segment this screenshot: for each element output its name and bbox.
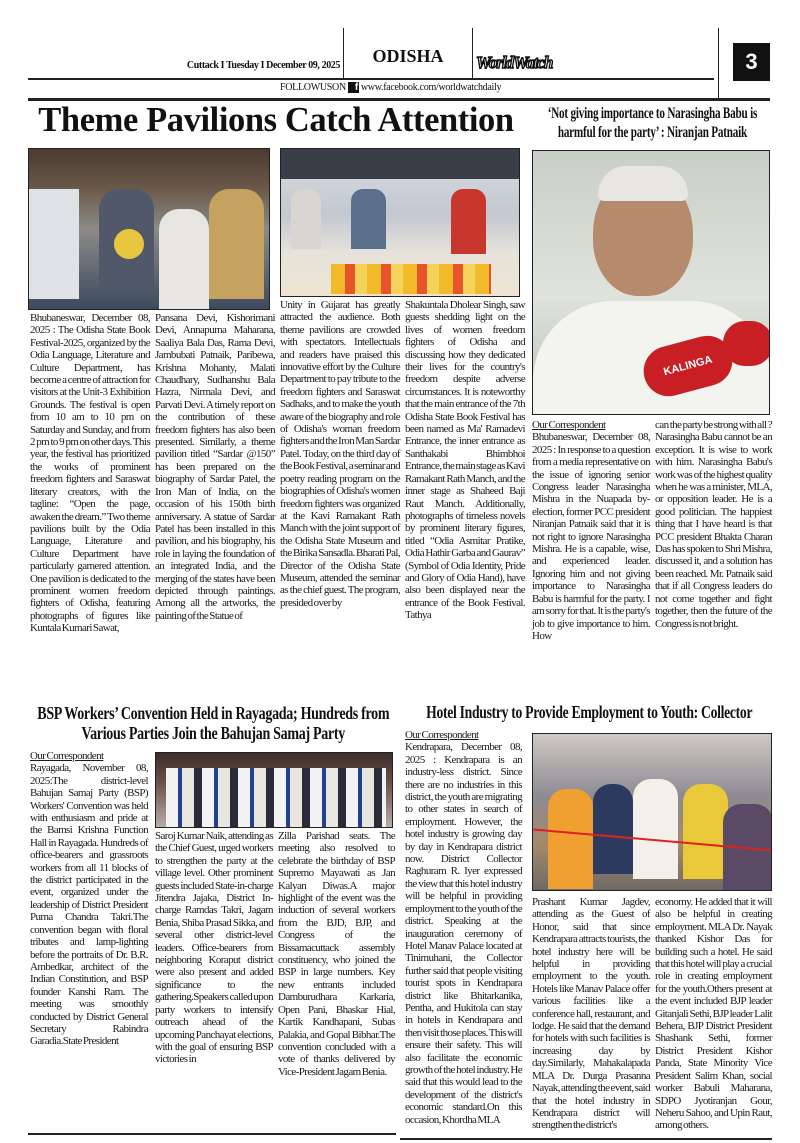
article-theme-col4: Shakuntala Dholear Singh, saw guests shedding light on the lives of women freedom fighters of Odisha and discussing how they dedicated their lives for the country's freedom despite adverse circumstances. It is noteworthy that the main entrance of the 7th Odisha State Book Festival has been named as Ma' Ramadevi Entrance, the inner entrance as Santhakabi Bhimbhoi Entrance, the main stage as Kavi Ramakant Rath Manch, and the inner stage as Shaheed Baji Raut Manch. Additionally, photographs of timeless novels by prominent literary figures, titled “Odia Asmitar Pratike, Odia Hathir Garba and Gaurav” (Symbol of Odia Identity, Pride and Glory of Odia Hand), have also been displayed near the entrance of the Book Festival. Tathya	[405, 299, 525, 622]
byline: Our Correspondent	[532, 419, 606, 431]
headline-theme: Theme Pavilions Catch Attention	[38, 101, 514, 139]
headline-patnaik: ‘Not giving importance to Narasingha Babu is harmful for the party’ : Niranjan Patnaik	[547, 105, 758, 141]
article-bsp-col1	[30, 750, 148, 1048]
article-theme-col1: Bhubaneswar, December 08, 2025 : The Odisha State Book Festival-2025, organized by the Odia Language, Literature and Culture Department, has become a centre of attraction for visitors at the Unit-3 Exhibition Grounds. The festival is open from 10 am to 10 pm on Saturday and Sunday, and from 2 pm to 9 pm on other days. This year, the festival has prioritized the works of prominent freedom fighters and Saraswat literary creators, with the tagline: “Open the page, awaken the dream.” Two theme pavilions built by the Odia Language, Literature and Culture Department have particularly garnered attention. One pavilion is dedicated to the prominent women freedom fighters of Odisha, featuring photographs of figures like Kuntala Kumari Sawat,	[30, 312, 150, 635]
article-bsp-col3: Zilla Parishad seats. The meeting also resolved to celebrate the birthday of BSP Supremo Mayawati as Jan Kalyan Diwas.A major highlight of the event was the induction of several workers from the BJD, BJP, and Congress of the Bissamacuttack assembly constituency, who joined the BSP in large numbers. Key new entrants included Damburudhara Karkaria, Open Pani, Bhaskar Hial, Kartik Kandhapani, Subas Palakia, and Gopal Bibhar.The convention concluded with a vote of thanks delivered by Vice-President Jagam Benia.	[278, 830, 395, 1078]
article-patnaik-col1	[532, 419, 650, 642]
headline-patnaik-box	[530, 104, 775, 144]
facebook-icon: f	[348, 82, 359, 93]
photo-hotel-inauguration	[532, 733, 772, 891]
byline: Our Correspondent	[405, 729, 479, 741]
bottom-rule-left	[28, 1133, 396, 1135]
divider	[343, 28, 344, 78]
masthead-rule	[28, 78, 714, 80]
headline-bsp: BSP Workers’ Convention Held in Rayagada; Hundreds from Various Parties Join the Bahujan Samaj Party	[37, 703, 390, 743]
photo-book-festival-pavilion	[280, 148, 520, 297]
article-bsp-col2: Saroj Kumar Naik, attending as the Chief Guest, urged workers to strengthen the party at the village level. Other prominent guests included State-in-charge Jitendra Jajaka, District In-charge Ramdas Takri, Jagam Benia, Shiba Prasad Sikka, and several other district-level leaders. Office-bearers from neighboring Koraput district were also present and added significance to the gathering.Speakers called upon party workers to intensify outreach ahead of the upcoming Panchayat elections, with the goal of ensuring BSP victories in	[155, 830, 273, 1066]
follow-us[interactable]	[280, 82, 540, 93]
svg-text:WorldWatch: WorldWatch	[476, 53, 553, 72]
article-text: Rayagada, November 08, 2025:The district-level Bahujan Samaj Party (BSP) Workers' Convention was held with enthusiasm and pride at the Bamsi Krishna Function Hall in Rayagada. Hundreds of office-bearers and grassroots workers from all 11 blocks of the district participated in the event, organized under the leadership of District President Purna Chandra Takri.The convention began with floral tributes and lamp-lighting before the portraits of Dr. B.R. Ambedkar, architect of the Indian Constitution, and BSP founder Kanshi Ram. The meeting was smoothly conducted by District General Secretary Rabindra Garadia.State President	[30, 762, 148, 1048]
page-number: 3	[733, 43, 770, 81]
kalinga-microphone: KALINGA	[638, 330, 738, 402]
headline-bsp-box	[28, 703, 398, 745]
photo-book-festival-guests	[28, 148, 270, 310]
article-hotel-col1	[405, 729, 522, 1126]
article-patnaik-col2: can the party be strong with all ? Narasingha Babu cannot be an exception. It is wise to work with him. Narasingha Babu's work was of the highest quality when he was a minister, MLA, or opposition leader. He is a good politician. The happiest thing that I have heard is that PCC president Bhakta Charan Das has spoken to Shri Mishra, discussed it, and a solution has been reached. Mr. Patnaik said that if all Congress leaders do not come together and fight together, then the future of the Congress is not bright.	[655, 419, 772, 630]
divider	[718, 28, 719, 100]
byline: Our Correspondent	[30, 750, 104, 762]
article-hotel-col2: Prashant Kumar Jagdev, attending as the Guest of Honor, said that since Kendrapara attracts tourists, the hotel industry here will be helpful in providing employment to the youth. Hotels like Manav Palace offer various facilities like a conference hall, restaurant, and lodge. He said that the demand for hotels with such facilities is increasing day by day.Similarly, Mahakalapada MLA Dr. Durga Prasanna Nayak, attending the event, said that the hotel industry in Kendrapara district will strengthen the district's	[532, 896, 650, 1132]
photo-niranjan-patnaik	[532, 150, 770, 415]
article-theme-col2: Pansana Devi, Kishorimani Devi, Annapurna Maharana, Saaliya Bala Das, Rama Devi, Jambubati Patnaik, Paribewa, Krishna Mohanty, Malati Chaudhary, Sudhanshu Bala Hazra, Nirmala Devi, and Parvati Devi. A timely report on the contribution of these freedom fighters has also been presented. Similarly, a theme pavilion titled “Sardar @150” has been prepared on the biography of Sardar Patel, the Iron Man of India, on the occasion of his 150th birth anniversary. A statue of Sardar Patel has been installed in this pavilion, and his biography, his role in laying the foundation of an integrated India, and the merging of the states have been depicted through paintings. Among all the artworks, the painting of the Statue of	[155, 312, 275, 622]
facebook-link[interactable]: www.facebook.com/worldwatchdaily	[360, 82, 502, 93]
article-text: Bhubaneswar, December 08, 2025 : In response to a question from a media representative on the issue of ignoring senior Congress leader Narasingha Mishra in the Nuapada by-election, former PCC president Niranjan Patnaik said that it is not right to ignore Narasingha Mishra. He is a capable, wise, and experienced leader. Ignoring him and not giving importance to Narasingha Babu is harmful for the party. I am sorry for that. It is the party's job to give importance to him. How	[532, 431, 650, 642]
article-text: Kendrapara, December 08, 2025 : Kendrapara is an industry-less district. Since there are no industries in this district, the youth are migrating to other states in search of employment. However, the hotel industry is growing day by day in Kendrapara district now. District Collector Raghuram R. Iyer expressed the view that this hotel industry will be helpful in providing employment to the youth of the district. Speaking at the inauguration ceremony of Hotel Manav Palace located at Tinimuhani, the Collector further said that people visiting tourist spots in Kendrapara district like Bhitarkanika, Pentha, and Hukitola can stay in hotels in Kendrapara and then visit those places. This will ensure their safety. This will also facilitate the economic growth of the hotel industry. He said that this would lead to the development of the district's economic standard.On this occasion, Khordha MLA	[405, 741, 522, 1126]
section-title: ODISHA	[372, 46, 444, 66]
divider	[472, 28, 473, 78]
article-hotel-col3: economy. He added that it will also be helpful in creating employment. MLA Dr. Nayak thanked Kishor Das for building such a hotel. He said that this hotel will play a crucial role in creating employment for the youth.Others present at the event included BJP leader Gitanjali Sethi, BJP leader Lalit Behera, BJP District President Shashank Sethi, former District President Kishor Panda, State Minority Vice President Salim Khan, social worker Babuli Maharana, SDPO Jyotiranjan Gour, Neheru Sahoo, and Upin Raut, among others.	[655, 896, 772, 1132]
headline-hotel-box	[403, 703, 775, 725]
dateline: Cuttack I Tuesday I December 09, 2025	[186, 60, 340, 71]
world-watch-logo	[476, 44, 556, 74]
follow-label: FOLLOWUSON	[280, 82, 346, 93]
bottom-rule-right	[400, 1138, 772, 1140]
article-theme-col3: Unity in Gujarat has greatly attracted the audience. Both theme pavilions are crowded with spectators. Intellectuals and readers have praised this innovative effort by the Culture Department to pay tribute to the freedom fighters and Saraswat Sadhaks, and to make the youth aware of the biography and role of Odisha's woman freedom fighters and the Iron Man Sardar Patel. Today, on the third day of the Book Festival, a seminar and poetry reading program on the biographies of Odisha's women freedom fighters was organized at the Kavi Ramakant Rath Manch with the joint support of the Odisha State Museum and the Birika Sansadla. Bharati Pal, Director of the Odisha State Museum, attended the seminar as the chief guest. The program, presided over by	[280, 299, 400, 609]
headline-hotel: Hotel Industry to Provide Employment to Youth: Collector	[426, 702, 753, 722]
photo-bsp-convention	[155, 752, 393, 828]
